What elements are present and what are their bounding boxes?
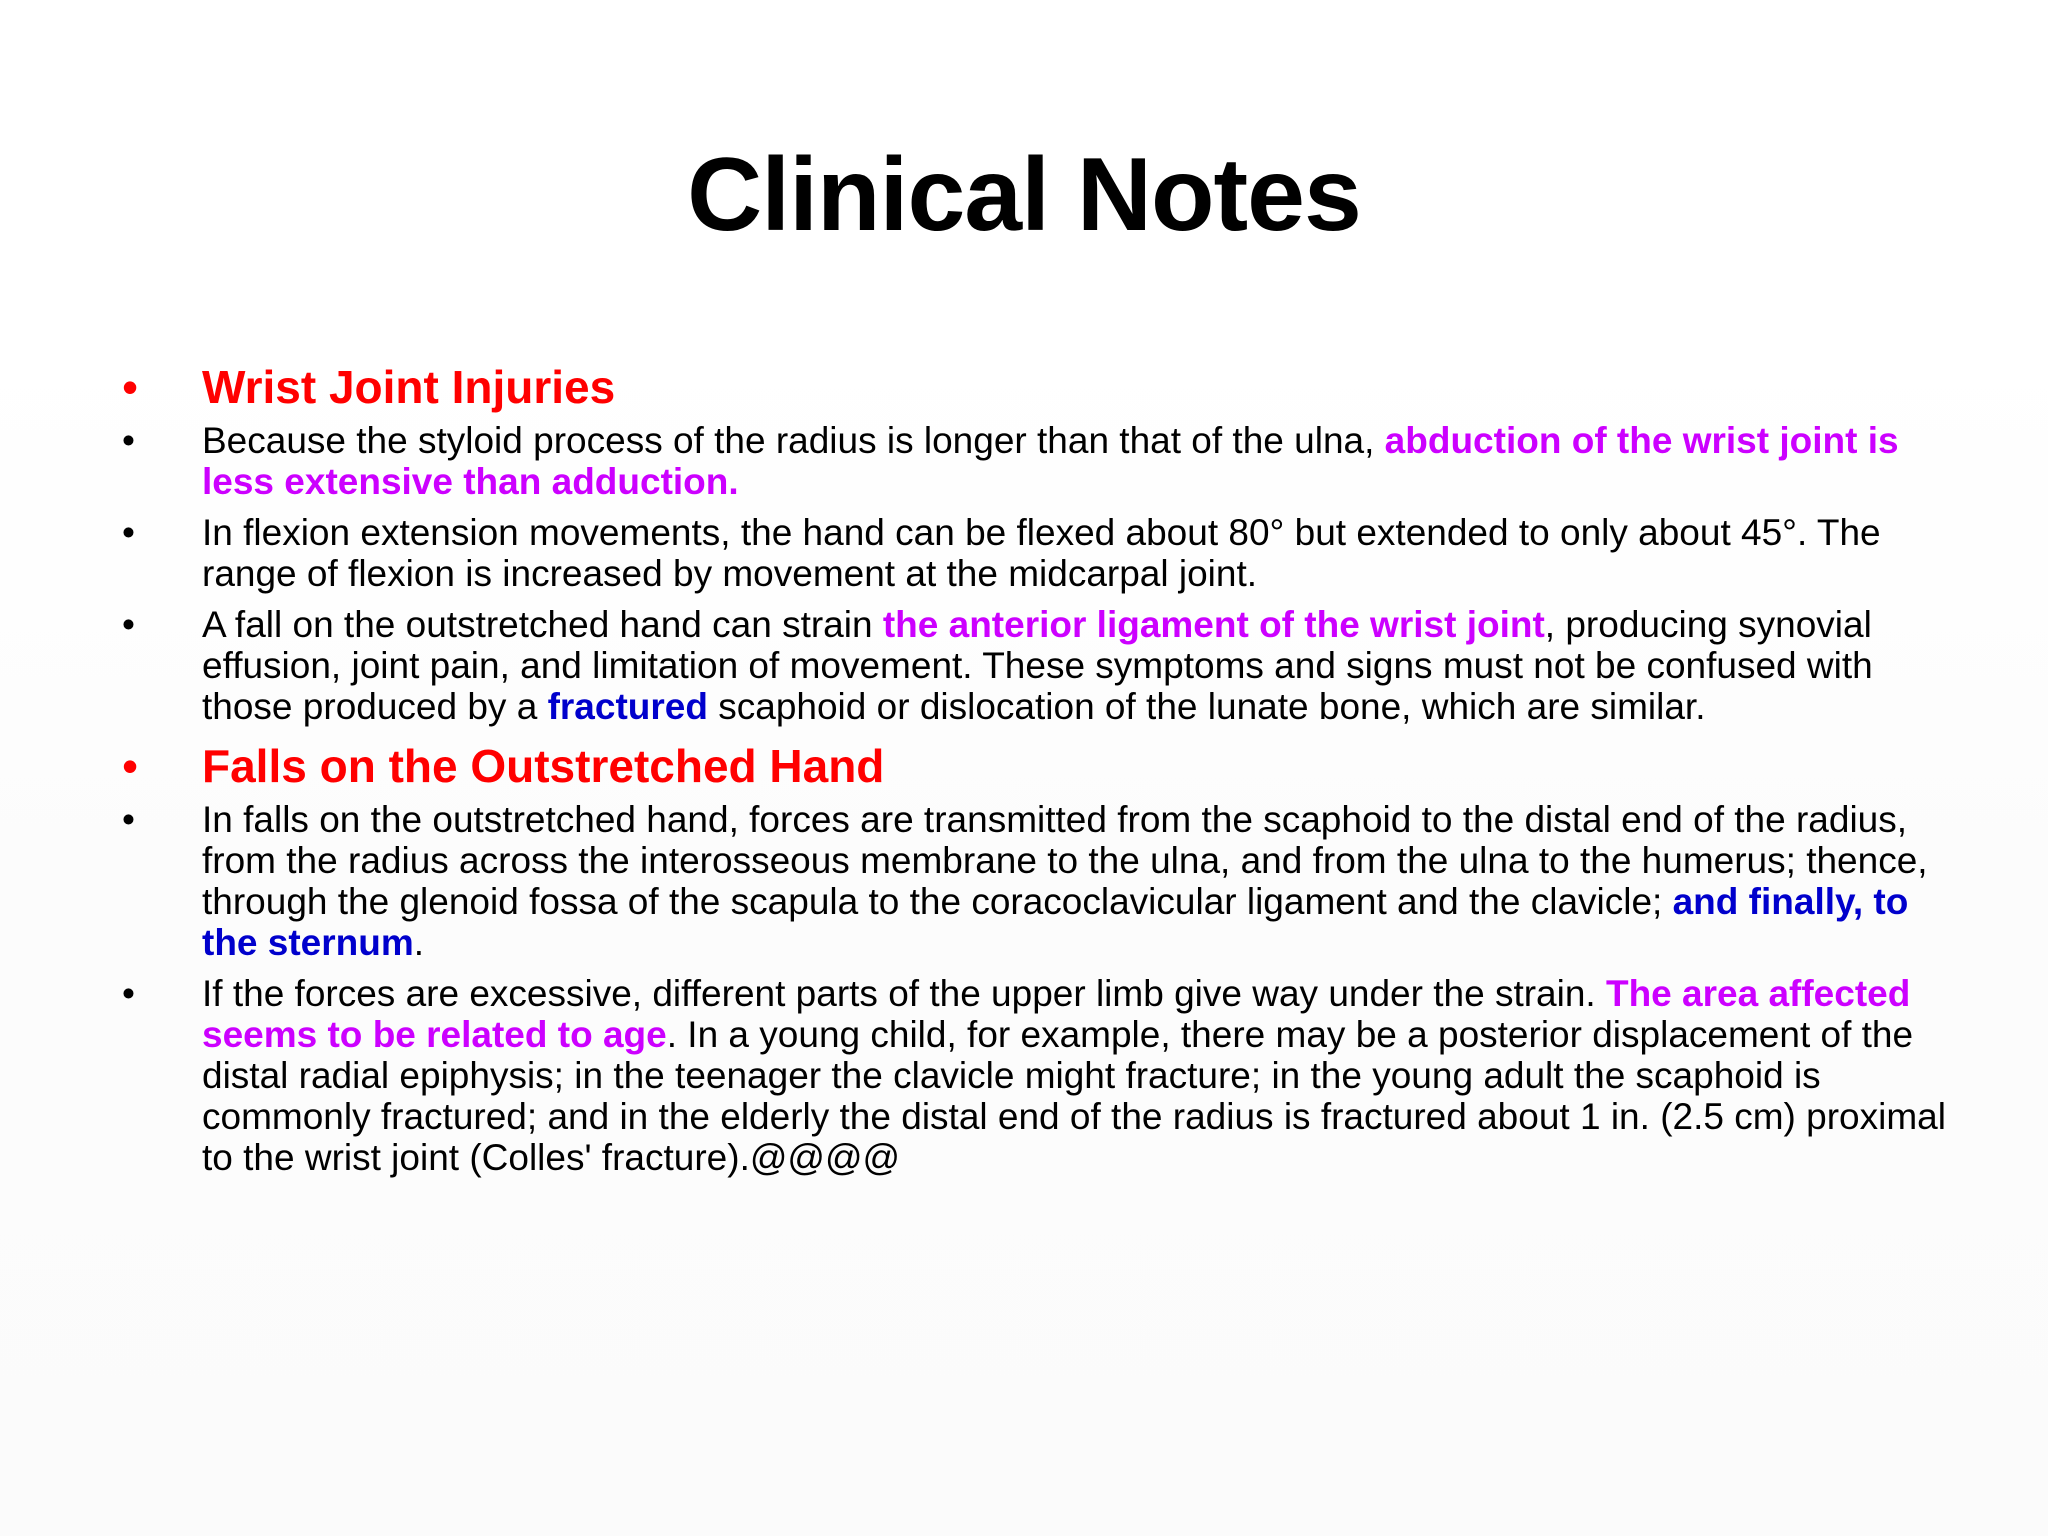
bullet-item [118, 420, 1958, 502]
highlighted-text: fractured [547, 686, 708, 727]
body-text: If the forces are excessive, different parts of the upper limb give way under the strain. [202, 973, 1606, 1014]
body-text: A fall on the outstretched hand can strain [202, 604, 883, 645]
highlighted-text: The area affected seems to be related to age [202, 973, 1911, 1055]
bullet-marker: • [122, 361, 139, 413]
body-text: scaphoid or dislocation of the lunate bone, which are similar. [707, 686, 1706, 727]
highlighted-text: and finally, to the sternum [202, 881, 1909, 963]
body-text: In flexion extension movements, the hand can be flexed about 80° but extended to only about 45°. The range of flexion is increased by movement at the midcarpal joint. [202, 512, 1881, 594]
bullet-marker: • [122, 799, 135, 840]
highlighted-text: the anterior ligament of the wrist joint [882, 604, 1545, 645]
slide-title: Clinical Notes [687, 137, 1361, 253]
section-heading [118, 737, 1958, 795]
body-text: , producing synovial effusion, joint pain, and limitation of movement. These symptoms and signs must not be confused with those produced by a [202, 604, 1873, 727]
body-text: In falls on the outstretched hand, forces are transmitted from the scaphoid to the distal end of the radius, from the radius across the interosseous membrane to the ulna, and from the ulna to the humerus; thence, through the glenoid fossa of the scapula to the coracoclavicular ligament and the clavicle; [202, 799, 1928, 922]
highlighted-text: abduction of the wrist joint is less extensive than adduction. [202, 420, 1899, 502]
body-text: Because the styloid process of the radius is longer than that of the ulna, [202, 420, 1385, 461]
bullet-item [118, 604, 1958, 727]
bullet-item [118, 512, 1958, 594]
heading-text: Falls on the Outstretched Hand [202, 740, 885, 792]
bullet-marker: • [122, 420, 135, 461]
heading-text: Wrist Joint Injuries [202, 361, 616, 413]
bullet-item [118, 973, 1958, 1178]
body-text: . [413, 922, 425, 963]
bullet-item [118, 799, 1958, 963]
bullet-list [118, 358, 1958, 1188]
section-heading [118, 358, 1958, 416]
bullet-marker: • [122, 512, 135, 553]
bullet-marker: • [122, 604, 135, 645]
bullet-marker: • [122, 740, 139, 792]
bullet-marker: • [122, 973, 135, 1014]
body-text: . In a young child, for example, there may be a posterior displacement of the distal radial epiphysis; in the teenager the clavicle might fracture; in the young adult the scaphoid is commonly fractured; and in the elderly the distal end of the radius is fractured about 1 in. (2.5 cm) proximal to the wrist joint (Colles' fracture).@@@@ [202, 1014, 1946, 1178]
